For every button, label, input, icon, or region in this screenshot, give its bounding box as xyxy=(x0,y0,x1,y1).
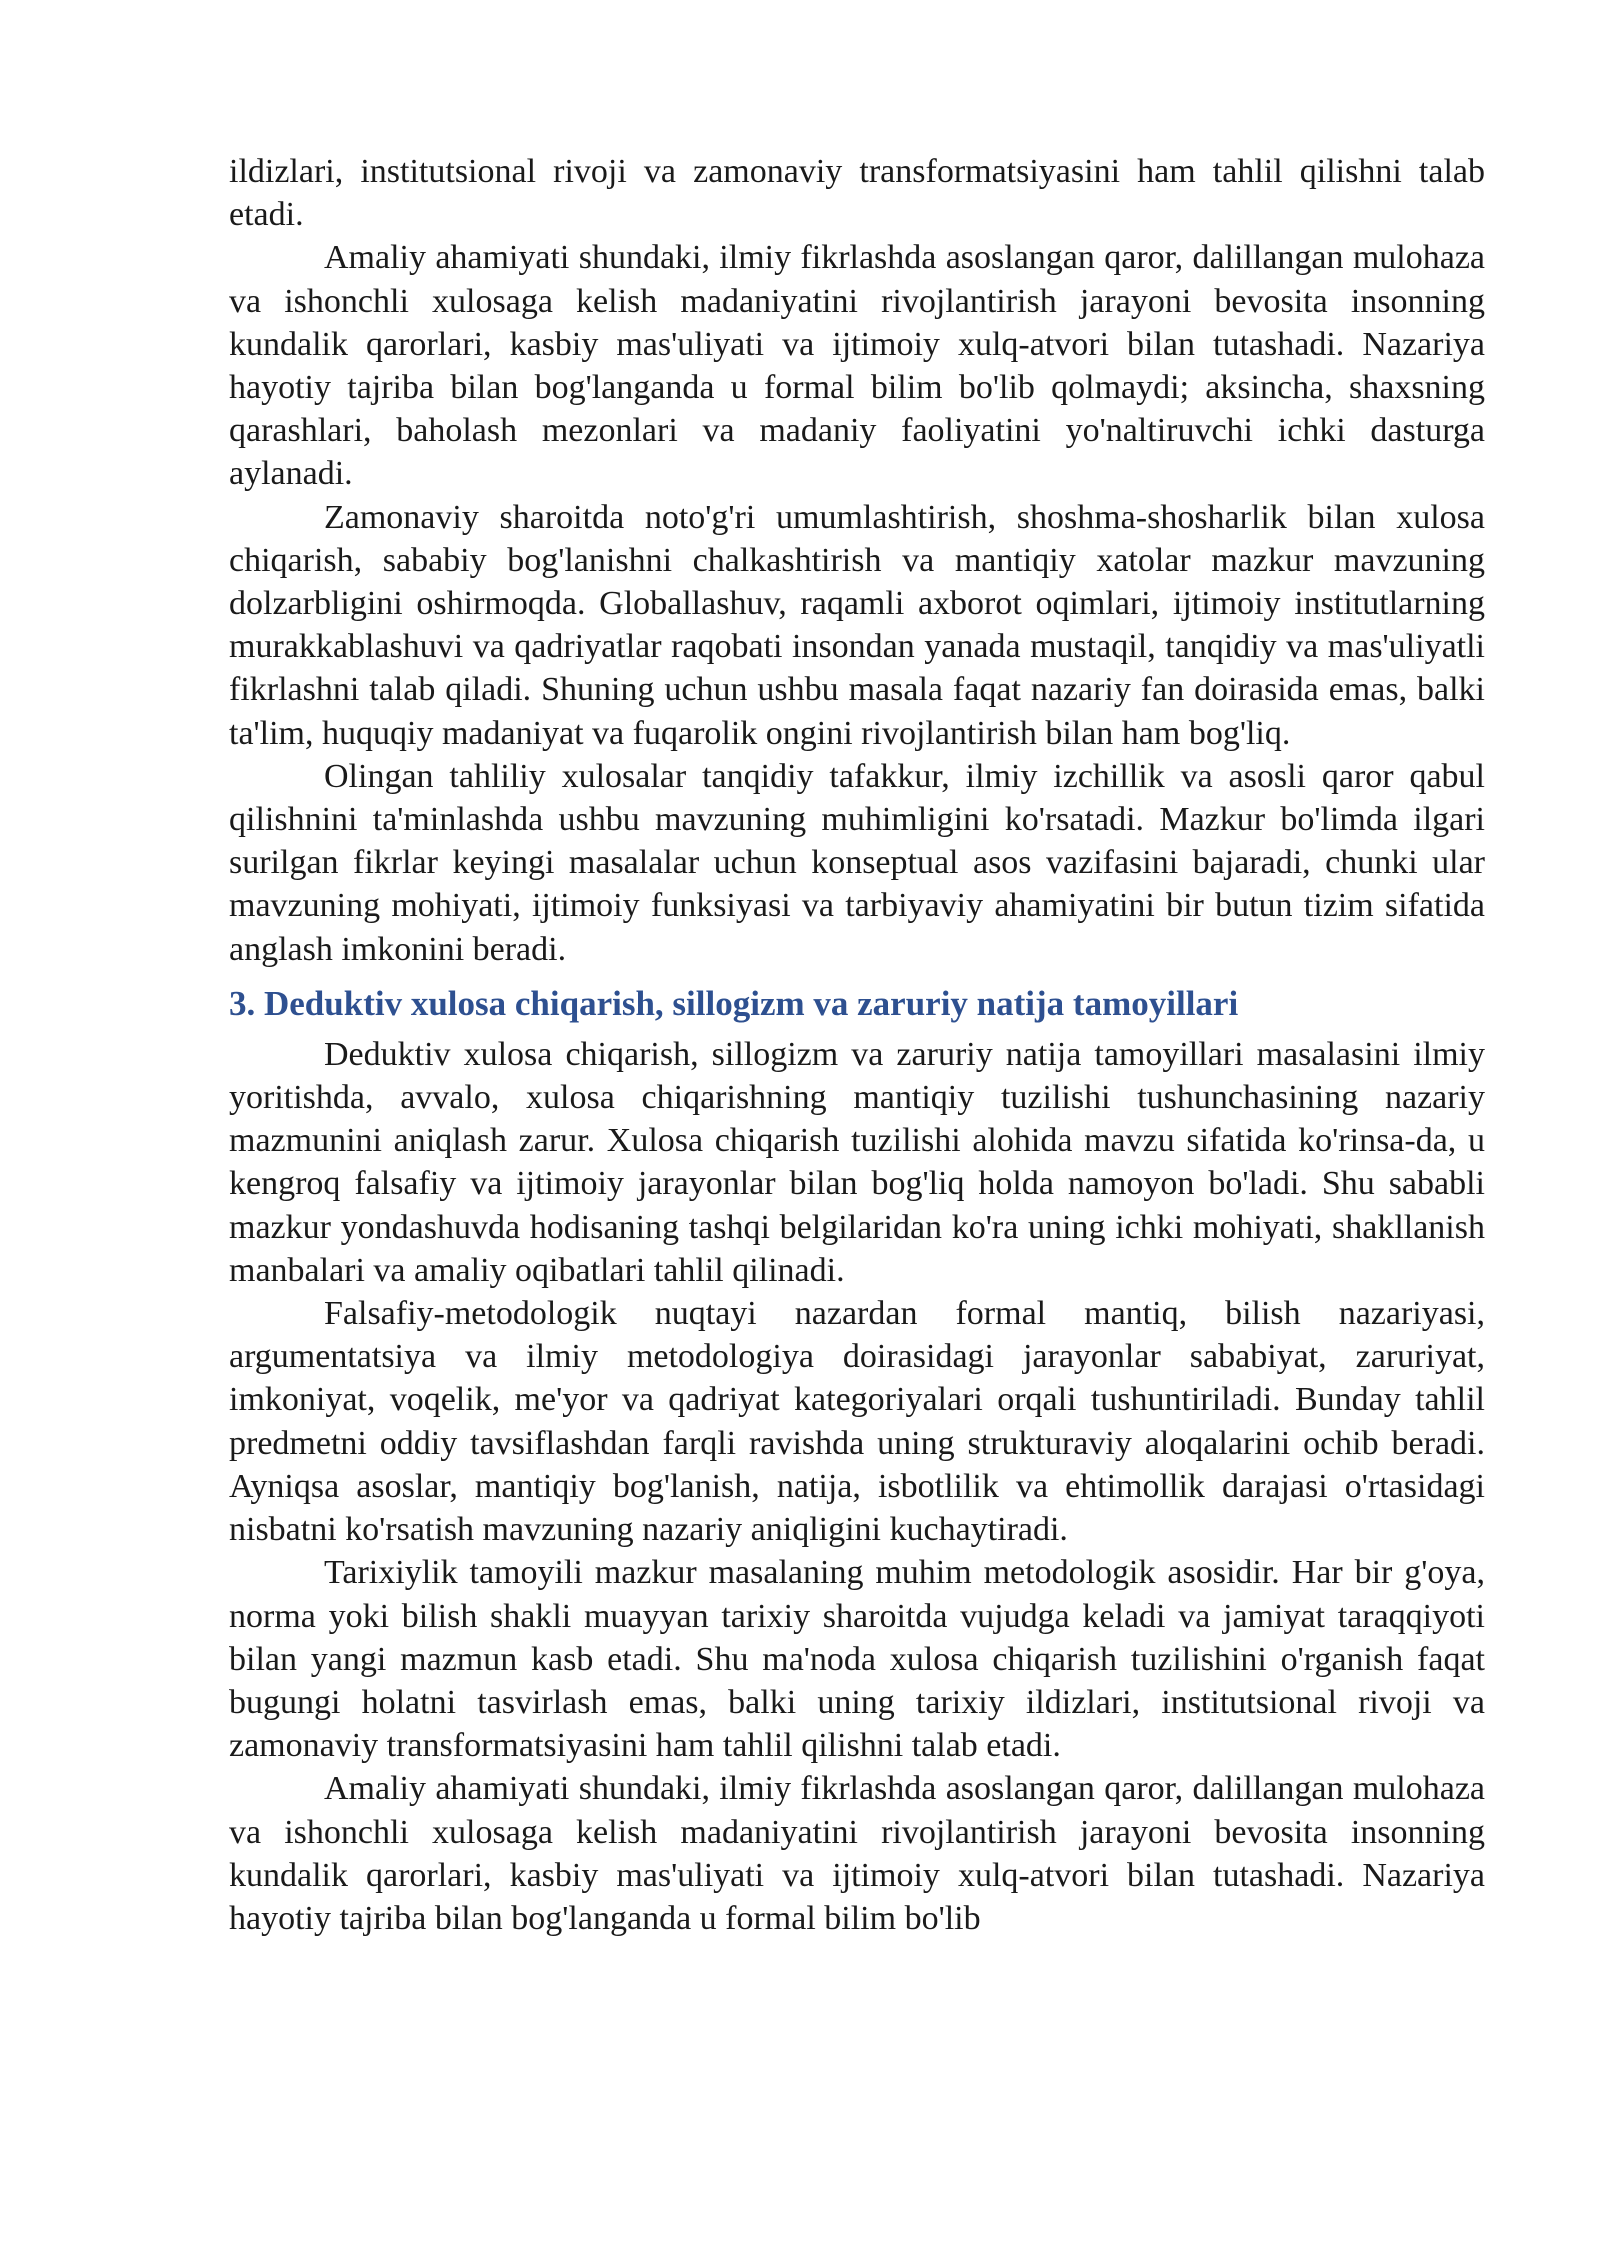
paragraph: Falsafiy-metodologik nuqtayi nazardan formal mantiq, bilish nazariyasi, argumentatsiya va ilmiy metodologiya doirasidagi jarayonlar sababiyat, zaruriyat, imkoniyat, voqelik, me'yor va qadriyat kategoriyalari orqali tushuntiriladi. Bunday tahlil predmetni oddiy tavsiflashdan farqli ravishda uning strukturaviy aloqalarini ochib beradi. Ayniqsa asoslar, mantiqiy bog'lanish, natija, isbotlilik va ehtimollik darajasi o'rtasidagi nisbatni ko'rsatish mavzuning nazariy aniqligini kuchaytiradi. xyxy=(229,1295,1485,1549)
paragraph: Olingan tahliliy xulosalar tanqidiy tafakkur, ilmiy izchillik va asosli qaror qabul qilishnini ta'minlashda ushbu mavzuning muhimligini ko'rsatadi. Mazkur bo'limda ilgari surilgan fikrlar keyingi masalalar uchun konseptual asos vazifasini bajaradi, chunki ular mavzuning mohiyati, ijtimoiy funksiyasi va tarbiyaviy ahamiyatini bir butun tizim sifatida anglash imkonini beradi. xyxy=(229,757,1485,968)
paragraph: Zamonaviy sharoitda noto'g'ri umumlashtirish, shoshma-shosharlik bilan xulosa chiqarish, sababiy bog'lanishni chalkashtirish va mantiqiy xatolar mazkur mavzuning dolzarbligini oshirmoqda. Globallashuv, raqamli axborot oqimlari, ijtimoiy institutlarning murakkablashuvi va qadriyatlar raqobati insondan yanada mustaqil, tanqidiy va mas'uliyatli fikrlashni talab qiladi. Shuning uchun ushbu masala faqat nazariy fan doirasida emas, balki ta'lim, huquqiy madaniyat va fuqarolik ongini rivojlantirish bilan ham bog'liq. xyxy=(229,498,1485,752)
paragraph: Amaliy ahamiyati shundaki, ilmiy fikrlashda asoslangan qaror, dalillangan mulohaza va ishonchli xulosaga kelish madaniyatini rivojlantirish jarayoni bevosita insonning kundalik qarorlari, kasbiy mas'uliyati va ijtimoiy xulq-atvori bilan tutashadi. Nazariya hayotiy tajriba bilan bog'langanda u formal bilim bo'lib qolmaydi; aksincha, shaxsning qarashlari, baholash mezonlari va madaniy faoliyatini yo'naltiruvchi ichki dasturga aylanadi. xyxy=(229,239,1485,493)
document-page xyxy=(229,150,1485,1940)
paragraph: Deduktiv xulosa chiqarish, sillogizm va zaruriy natija tamoyillari masalasini ilmiy yoritishda, avvalo, xulosa chiqarishning mantiqiy tuzilishi tushunchasining nazariy mazmunini aniqlash zarur. Xulosa chiqarish tuzilishi alohida mavzu sifatida ko'rinsa-da, u kengroq falsafiy va ijtimoiy jarayonlar bilan bog'liq holda namoyon bo'ladi. Shu sababli mazkur yondashuvda hodisaning tashqi belgilaridan ko'ra uning ichki mohiyati, shakllanish manbalari va amaliy oqibatlari tahlil qilinadi. xyxy=(229,1035,1485,1289)
paragraph: Tarixiylik tamoyili mazkur masalaning muhim metodologik asosidir. Har bir g'oya, norma yoki bilish shakli muayyan tarixiy sharoitda vujudga keladi va jamiyat taraqqiyoti bilan yangi mazmun kasb etadi. Shu ma'noda xulosa chiqarish tuzilishini o'rganish faqat bugungi holatni tasvirlash emas, balki uning tarixiy ildizlari, institutsional rivoji va zamonaviy transformatsiyasini ham tahlil qilishni talab etadi. xyxy=(229,1554,1485,1765)
paragraph: ildizlari, institutsional rivoji va zamonaviy transformatsiyasini ham tahlil qilishni talab etadi. xyxy=(229,153,1485,234)
paragraph: Amaliy ahamiyati shundaki, ilmiy fikrlashda asoslangan qaror, dalillangan mulohaza va ishonchli xulosaga kelish madaniyatini rivojlantirish jarayoni bevosita insonning kundalik qarorlari, kasbiy mas'uliyati va ijtimoiy xulq-atvori bilan tutashadi. Nazariya hayotiy tajriba bilan bog'langanda u formal bilim bo'lib xyxy=(229,1770,1485,1937)
section-heading: 3. Deduktiv xulosa chiqarish, sillogizm va zaruriy natija tamoyillari xyxy=(229,983,1239,1023)
